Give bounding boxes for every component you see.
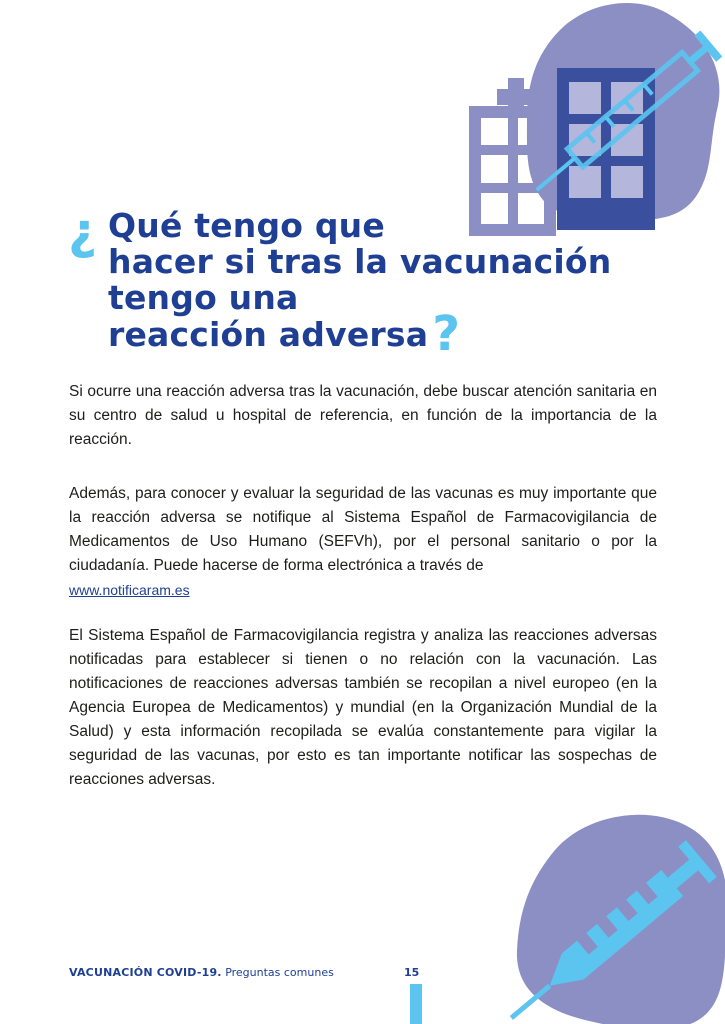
footer-subtitle: Preguntas comunes [225, 966, 334, 979]
page-number-bar [410, 984, 422, 1024]
page-number: 15 [404, 966, 420, 979]
footer [69, 966, 334, 979]
title-line-1: Qué tengo que [108, 206, 385, 245]
notificaram-link[interactable]: www.notificaram.es [69, 582, 190, 598]
title-line-3: tengo una [108, 278, 299, 317]
syringe-icon [505, 810, 725, 1024]
paragraph-3: El Sistema Español de Farmacovigilancia registra y analiza las reacciones adversas notificadas para establecer si tienen o no relación con la vacunación. Las notificaciones de reacciones adversas también se recopilan a nivel europeo (en la Agencia Europea de Medicamentos) y mundial (en la Organización Mundial de la Salud) y esta información recopilada se evalúa constantemente para vigilar la seguridad de las vacunas, por esto es tan importante notificar las sospechas de reacciones adversas. [69, 627, 657, 788]
hospital-syringe-icon [465, 0, 725, 240]
title-line-2: hacer si tras la vacunación [108, 242, 612, 281]
title-open-question-mark: ¿ [68, 202, 98, 260]
title-close-question-mark: ? [432, 306, 461, 362]
paragraph-1: Si ocurre una reacción adversa tras la vacunación, debe buscar atención sanitaria en su centro de salud u hospital de referencia, en función de la importancia de la reacción. [69, 383, 657, 448]
paragraph-2 [69, 482, 657, 602]
title-line-4-text: reacción adversa [108, 315, 429, 354]
page-title [68, 202, 668, 362]
paragraph-2-text: Además, para conocer y evaluar la seguridad de las vacunas es muy importante que la reacción adversa se notifique al Sistema Español de Farmacovigilancia de Medicamentos de Uso Humano (SEFVh), por el personal sanitario o por la ciudadanía. Puede hacerse de forma electrónica a través de [69, 485, 657, 574]
title-line-4 [68, 306, 668, 362]
footer-brand: VACUNACIÓN COVID-19. [69, 966, 222, 979]
